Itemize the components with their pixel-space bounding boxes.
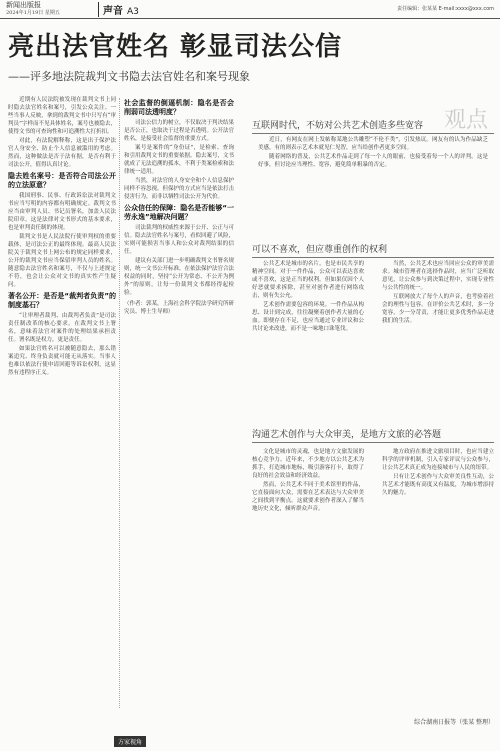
paragraph: 案号是案件的“身份证”，是检索、查询和引用裁判文书的重要依据。隐去案号，文书就成了无法追溯的孤本，不利于类案检索和法律统一适用。 — [124, 145, 234, 175]
paragraph: 对此，有法院解释称，这是出于保护法官人身安全、防止个人信息被滥用的考虑。然而，这种做法是否于法有据，是否有利于司法公开，值得认真讨论。 — [8, 138, 116, 168]
paragraph: 公共艺术是城市的名片，也是市民共享的精神空间。对于一件作品，公众可以表达喜欢或不喜欢，这是正当的权利。但如果仅因个人好恶就要求拆除，甚至对创作者进行网络攻击，则有失公允。 — [252, 261, 364, 299]
issue-date: 2024年1月19日 星期五 — [6, 10, 60, 16]
paragraph: 当然，对法官的人身安全和个人信息保护同样不容忽视。但保护的方式应当是依法打击侵害行为，而非以牺牲司法公开为代价。 — [124, 178, 234, 200]
paragraph: 司法裁判的权威性来源于公开、公正与可信。隐去法官姓名与案号，看似回避了风险，实则可能损害当事人和公众对裁判结果的信任。 — [124, 225, 234, 255]
author-note: （作者：郭某，上海社会科学院法学研究所研究员、博士生导师） — [124, 301, 234, 315]
paragraph: 互联网放大了每个人的声音，也考验着社会的理性与包容。在评价公共艺术时，多一分宽容，少一分苛责，才能让更多优秀作品走进我们的生活。 — [382, 294, 494, 324]
editor-info: 责任编辑：张某某 E-mail:xxxx@xxx.com — [397, 6, 494, 12]
article-column-2 — [124, 96, 234, 708]
paragraph: 如果法官姓名可以被随意隐去，那么错案追究、终身负责就可能无从落实。当事人也难以依法行使申请回避等诉讼权利，这显然有违程序正义。 — [8, 346, 116, 376]
column-tag: 方家视角 — [114, 736, 146, 747]
viewpoint-2-column-2 — [382, 260, 494, 410]
viewpoint-3-column-2 — [382, 448, 494, 716]
viewpoint-decoration: 观点 — [444, 108, 489, 133]
viewpoint-panel — [252, 108, 494, 726]
paragraph: 我国刑事、民事、行政诉讼法对裁判文书应当写明的内容都有明确规定。裁判文书应当由审判人员、书记员署名，加盖人民法院印章。这是法律对文书形式的基本要求，也是审判责任制的体现。 — [8, 193, 116, 231]
section-code: A3 — [127, 7, 139, 17]
viewpoint-title-2: 可以不喜欢，但应尊重创作的权利 — [252, 242, 494, 255]
paragraph: 裁判文书是人民法院行使审判权的重要载体，是司法公正的最终体现。最高人民法院关于裁判文书上网公布的规定同样要求，公开的裁判文书应当保留审判人员的姓名。随意隐去法官姓名和案号，不仅与上述规定不符，也会让公众对文书的真实性产生疑问。 — [8, 234, 116, 288]
paragraph: 地方政府在推进文旅项目时，也应当建立科学的评审机制，引入专家评议与公众参与，让公共艺术真正成为连接城市与人民的纽带。 — [382, 449, 494, 471]
masthead — [0, 0, 500, 19]
paper-name: 新闻出版报 — [6, 1, 41, 9]
compiler-signature: 综合湖南日报等（张某 整理） — [414, 719, 494, 726]
paragraph: 然而，公共艺术不同于美术馆里的作品，它直接面向大众，需要在艺术表达与大众审美之间找到平衡点。这就要求创作者深入了解当地历史文化，倾听群众声音。 — [252, 482, 364, 512]
paragraph: 近期有人民法院被发现在裁判文书上同时隐去法官姓名和案号，引发公众关注。一些当事人反映，拿到的裁判文书中只写有“审判员”字样而不见具体姓名，案号也被隐去，使得文书的可查询性和可追溯性大打折扣。 — [8, 97, 116, 135]
column-divider — [119, 98, 120, 708]
viewpoint-title-1: 互联网时代，不妨对公共艺术创造多些宽容 — [252, 118, 494, 131]
paragraph: 艺术创作需要包容的环境。一件作品从构思、设计到完成，往往凝聚着创作者大量的心血。即便存在不足，也应当通过专业评议和公共讨论来改进，而不是一味地口诛笔伐。 — [252, 302, 364, 332]
section-heading: 著名公开：是否是“裁判者负责”的制度基石？ — [8, 292, 116, 309]
viewpoint-2-column-1 — [252, 260, 364, 410]
article-column-1 — [8, 96, 116, 708]
main-subheadline: ——评多地法院裁判文书隐去法官姓名和案号现象 — [8, 70, 250, 83]
section-heading: 社会监督的倒逼机制：隐名是否会削弱司法透明度？ — [124, 99, 234, 116]
paragraph: “让审理者裁判、由裁判者负责”是司法责任制改革的核心要求。在裁判文书上署名，意味着法官对案件的处理结果承担责任。署名既是权力，更是责任。 — [8, 313, 116, 343]
main-headline: 亮出法官姓名 彰显司法公信 — [8, 32, 343, 62]
paragraph: 建议有关部门进一步明确裁判文书署名规则，统一文书公开标准，在依法保护法官合法权益的同时，坚持“公开为常态、不公开为例外”的原则，让每一份裁判文书都经得起检验。 — [124, 258, 234, 296]
paragraph: 当然，公共艺术也应当回应公众的审美需求。城市管理者在选择作品时，应当广泛听取意见，让公众参与到决策过程中，实现专业性与公共性的统一。 — [382, 261, 494, 291]
paragraph: 司法公信力的树立，不仅取决于判决结果是否公正，也取决于过程是否透明。公开法官姓名，是接受社会监督的重要方式。 — [124, 120, 234, 142]
section-heading: 公众信任的保障：隐名是否能够“一劳永逸”地解决问题？ — [124, 204, 234, 221]
paragraph: 随着网络的普及，公共艺术作品走到了每一个人的眼前，也接受着每一个人的评判。这是好事，但讨论应当理性、宽容，避免简单粗暴的否定。 — [258, 154, 488, 168]
section-name: 声音 — [103, 6, 123, 17]
viewpoint-title-3: 沟通艺术创作与大众审美，是地方文旅的必答题 — [252, 427, 494, 440]
section-title — [98, 2, 139, 17]
paragraph: 近日，有网友在网上发帖称某地公共雕塑“不伦不类”，引发热议。网友有的认为作品缺乏美感，有的则表示艺术本就见仁见智，应当给创作者更多空间。 — [258, 137, 488, 151]
section-heading: 隐去姓名案号：是否符合司法公开的立法原意？ — [8, 172, 116, 189]
paragraph: 只有让艺术创作与大众审美良性互动，公共艺术才能既有高度又有温度，为城市增添持久的魅力。 — [382, 474, 494, 496]
viewpoint-body-1 — [258, 136, 488, 228]
viewpoint-3-column-1 — [252, 448, 364, 716]
paragraph: 文化是城市的灵魂，也是地方文旅发展的核心竞争力。近年来，不少地方以公共艺术为抓手，打造城市地标，吸引游客打卡，取得了良好的社会效益和经济效益。 — [252, 449, 364, 479]
